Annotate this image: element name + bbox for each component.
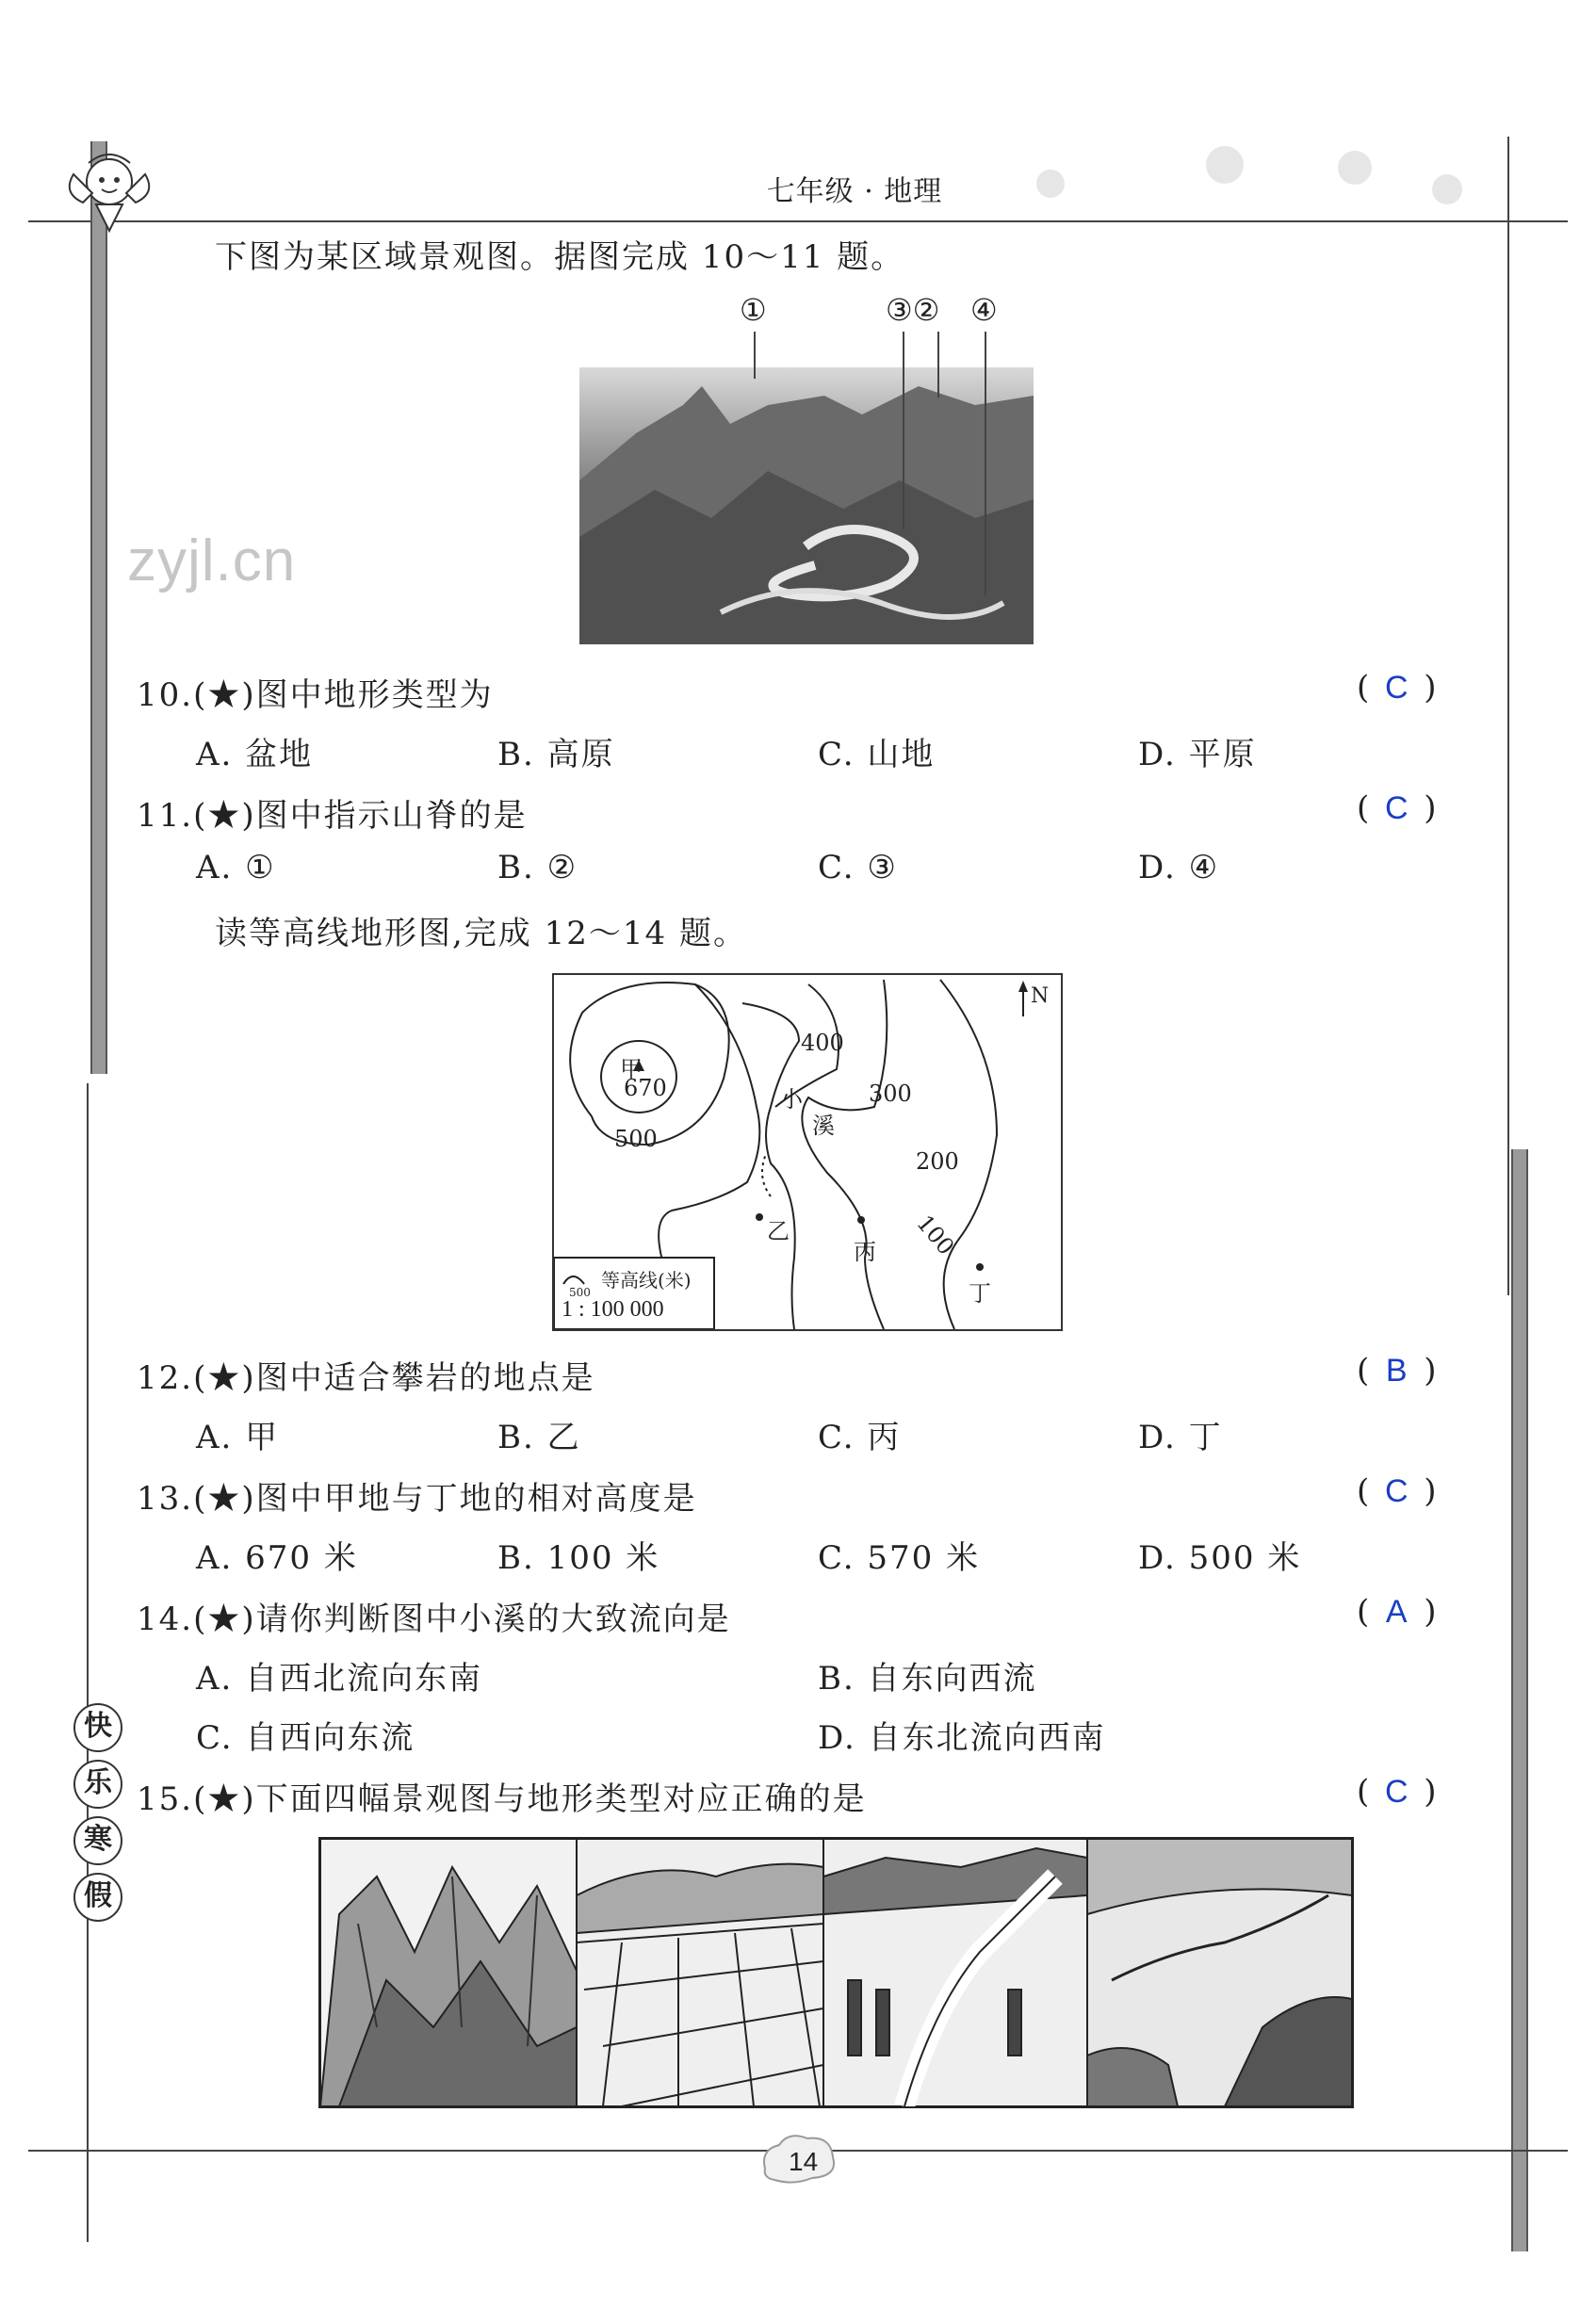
question-11: 11.(★)图中指示山脊的是 — [137, 797, 528, 835]
side-tab-le: 乐 — [73, 1760, 122, 1809]
basin-sketch — [1087, 1839, 1352, 2106]
landscape-sketches — [320, 1839, 1352, 2106]
map-label-ding: 丁 — [969, 1280, 991, 1307]
right-margin-line — [1507, 137, 1509, 1295]
map-scale: 1 : 100 000 — [562, 1297, 664, 1322]
map-label-400: 400 — [801, 1030, 844, 1056]
answer-13: ( C ) — [1357, 1472, 1439, 1510]
left-margin-bar — [90, 141, 107, 1074]
question-13: 13.(★)图中甲地与丁地的相对高度是 — [137, 1480, 697, 1518]
photo-leader-2 — [937, 332, 939, 398]
header-title: 七年级 · 地理 — [766, 175, 943, 208]
page-number: 14 — [789, 2147, 819, 2176]
option-13b: B. 100 米 — [497, 1539, 660, 1577]
map-label-jia: 甲 — [620, 1056, 643, 1082]
option-11d: D. ④ — [1138, 849, 1220, 886]
side-tab-han: 寒 — [73, 1816, 122, 1865]
legend-sample-label: 500 — [569, 1286, 591, 1299]
answer-10: ( C ) — [1357, 669, 1439, 707]
option-12b: B. 乙 — [497, 1419, 581, 1456]
option-13a: A. 670 米 — [196, 1539, 358, 1577]
option-14d: D. 自东北流向西南 — [818, 1719, 1106, 1757]
section1-intro: 下图为某区域景观图。据图完成 10～11 题。 — [215, 238, 905, 276]
map-label-100: 100 — [911, 1210, 960, 1260]
section2-intro: 读等高线地形图,完成 12～14 题。 — [215, 915, 747, 952]
plain-sketch — [577, 1839, 823, 2106]
question-14: 14.(★)请你判断图中小溪的大致流向是 — [137, 1601, 731, 1638]
mountain-landscape-photo — [579, 367, 1034, 644]
answer-15: ( C ) — [1357, 1773, 1439, 1811]
option-10c: C. 山地 — [818, 736, 936, 773]
option-10b: B. 高原 — [497, 736, 615, 773]
map-label-bing: 丙 — [854, 1239, 876, 1265]
answer-12: ( B ) — [1357, 1352, 1439, 1390]
photo-leader-1 — [754, 332, 756, 379]
left-margin-line — [87, 1083, 89, 2242]
map-label-peak: 670 — [624, 1075, 667, 1101]
question-15: 15.(★)下面四幅景观图与地形类型对应正确的是 — [137, 1780, 867, 1818]
map-label-300: 300 — [869, 1081, 912, 1107]
option-12a: A. 甲 — [196, 1419, 280, 1456]
option-13d: D. 500 米 — [1138, 1539, 1302, 1577]
legend-label: 等高线(米) — [601, 1269, 692, 1292]
option-10d: D. 平原 — [1138, 736, 1257, 773]
side-tab-jia: 假 — [73, 1873, 122, 1922]
photo-label-1: ① — [740, 292, 767, 328]
option-11a: A. ① — [196, 849, 276, 886]
option-14c: C. 自西向东流 — [196, 1719, 415, 1757]
map-label-xi: 溪 — [812, 1113, 835, 1139]
watermark: zyjl.cn — [127, 528, 297, 593]
answer-11: ( C ) — [1357, 789, 1439, 827]
right-margin-bar — [1511, 1149, 1528, 2251]
option-12d: D. 丁 — [1138, 1419, 1223, 1456]
option-14a: A. 自西北流向东南 — [196, 1660, 483, 1698]
photo-leader-4 — [985, 332, 986, 595]
answer-14: ( A ) — [1357, 1593, 1439, 1631]
map-label-200: 200 — [916, 1148, 959, 1175]
option-10a: A. 盆地 — [196, 736, 314, 773]
map-label-yi: 乙 — [767, 1218, 790, 1244]
side-tab-kuai: 快 — [73, 1703, 122, 1752]
mountain-sketch — [320, 1839, 577, 2106]
photo-label-4: ④ — [970, 292, 998, 328]
question-10: 10.(★)图中地形类型为 — [137, 676, 494, 714]
photo-label-32: ③② — [886, 292, 940, 328]
map-label-500: 500 — [614, 1126, 658, 1152]
option-14b: B. 自东向西流 — [818, 1660, 1037, 1698]
plateau-sketch — [823, 1839, 1087, 2106]
header-rule — [28, 220, 1568, 222]
map-label-xiao: 小 — [780, 1086, 803, 1113]
option-11b: B. ② — [497, 849, 578, 886]
contour-map — [552, 973, 1063, 1331]
north-label: N — [1031, 984, 1050, 1008]
option-11c: C. ③ — [818, 849, 898, 886]
question-12: 12.(★)图中适合攀岩的地点是 — [137, 1359, 595, 1397]
photo-leader-3 — [903, 332, 904, 529]
option-13c: C. 570 米 — [818, 1539, 981, 1577]
option-12c: C. 丙 — [818, 1419, 902, 1456]
landscape-illustrations — [318, 1837, 1354, 2108]
